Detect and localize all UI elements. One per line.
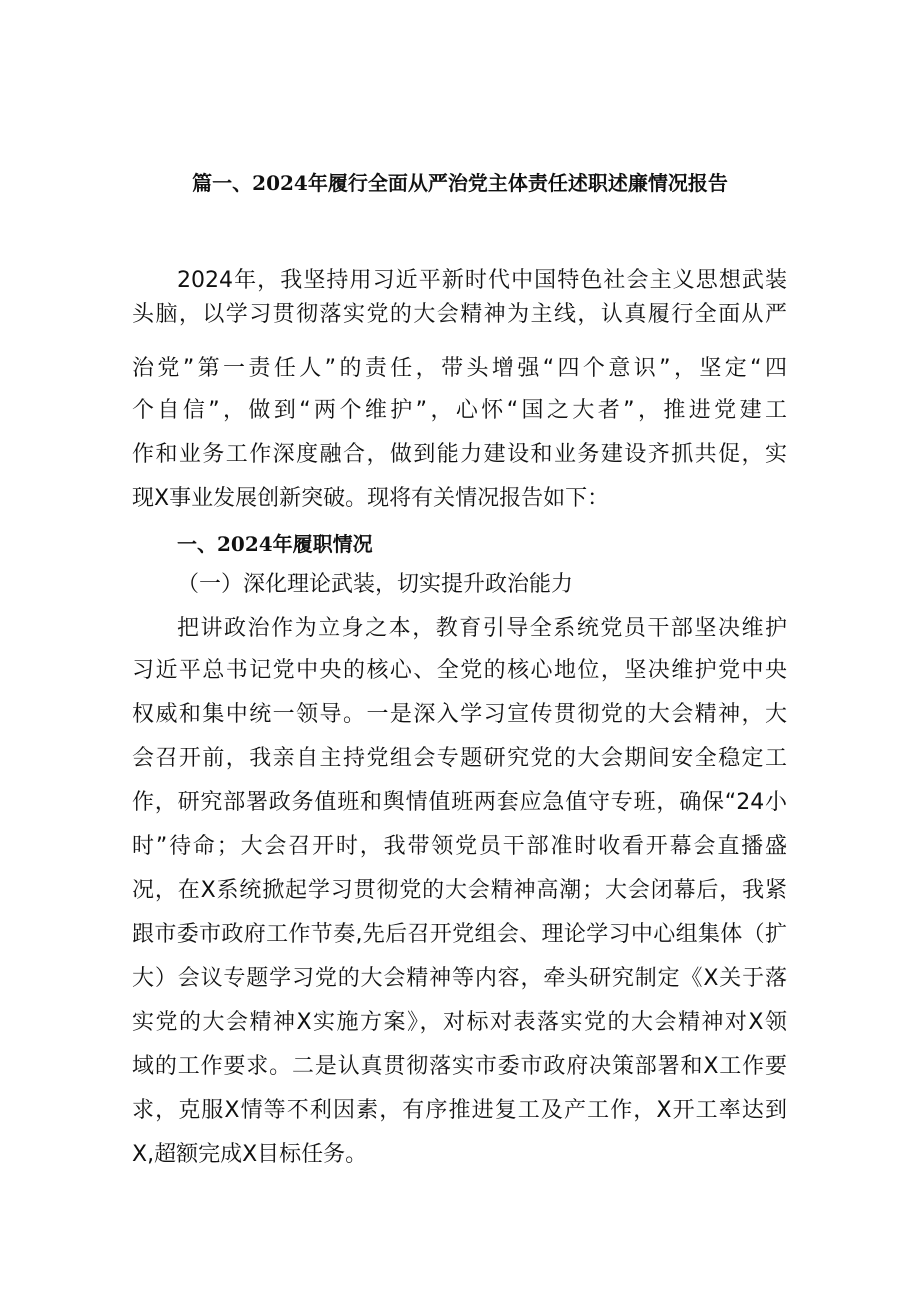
paragraph-line: 实党的大会精神X实施方案》，对标对表落实党的大会精神对X领 xyxy=(132,1010,787,1035)
paragraph-line: 域的工作要求。二是认真贯彻落实市委市政府决策部署和X工作要 xyxy=(132,1054,787,1079)
paragraph-line: 个自信”，做到“两个维护”，心怀“国之大者”，推进党建工 xyxy=(132,398,787,423)
paragraph-line: 把讲政治作为立身之本，教育引导全系统党员干部坚决维护 xyxy=(177,616,787,641)
subsection-heading: （一）深化理论武装，切实提升政治能力 xyxy=(177,572,574,597)
paragraph-line: 现X事业发展创新突破。现将有关情况报告如下： xyxy=(132,486,610,511)
document-title: 篇一、2024年履行全面从严治党主体责任述职述廉情况报告 xyxy=(192,171,728,195)
paragraph-line: 会召开前，我亲自主持党组会专题研究党的大会期间安全稳定工 xyxy=(132,746,787,771)
section-heading: 一、2024年履职情况 xyxy=(177,532,373,556)
paragraph-line: 大）会议专题学习党的大会精神等内容，牵头研究制定《X关于落 xyxy=(132,966,787,991)
paragraph-line: 作，研究部署政务值班和舆情值班两套应急值守专班，确保“24小 xyxy=(132,790,787,815)
paragraph-line: 跟市委市政府工作节奏,先后召开党组会、理论学习中心组集体（扩 xyxy=(132,922,787,947)
paragraph-line: 时”待命；大会召开时，我带领党员干部准时收看开幕会直播盛 xyxy=(132,834,787,859)
paragraph-line: 权威和集中统一领导。一是深入学习宣传贯彻党的大会精神，大 xyxy=(132,702,787,727)
paragraph-line: 治党”第一责任人”的责任，带头增强“四个意识”，坚定“四 xyxy=(132,356,787,381)
paragraph-line: 头脑，以学习贯彻落实党的大会精神为主线，认真履行全面从严 xyxy=(132,302,787,327)
paragraph-line: 求，克服X情等不利因素，有序推进复工及产工作，X开工率达到 xyxy=(132,1098,787,1123)
paragraph-line: 2024年，我坚持用习近平新时代中国特色社会主义思想武装 xyxy=(177,268,787,293)
paragraph-line: 习近平总书记党中央的核心、全党的核心地位，坚决维护党中央 xyxy=(132,658,787,683)
paragraph-line: 作和业务工作深度融合，做到能力建设和业务建设齐抓共促，实 xyxy=(132,442,787,467)
paragraph-line: 况，在X系统掀起学习贯彻党的大会精神高潮；大会闭幕后，我紧 xyxy=(132,878,787,903)
paragraph-line: X,超额完成X目标任务。 xyxy=(132,1142,368,1167)
